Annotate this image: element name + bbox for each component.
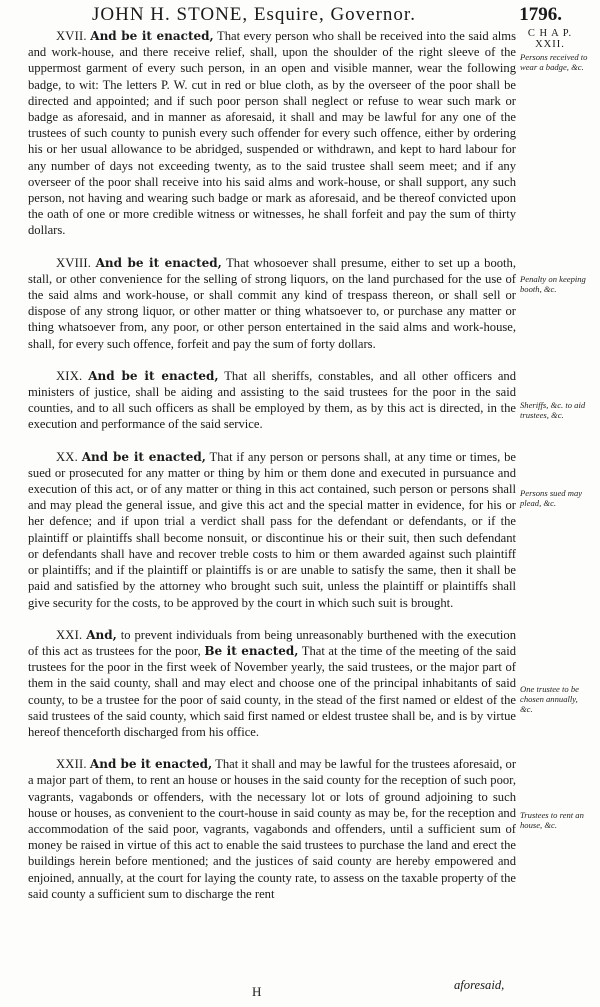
enacting-clause: And be it enacted,: [89, 757, 213, 772]
section-xxii: [28, 756, 516, 902]
chapter-heading: [526, 28, 574, 50]
section-xx: [28, 449, 516, 611]
running-head: [0, 4, 600, 28]
section-text: That all sheriffs, constables, and all other officers and ministers of justice, shall be aiding and assisting to the said trustees for the poor in the said counties, and to all such officers as shall be employed by them, as by this act is directed, in the execution and performance of the said service.: [28, 368, 517, 432]
margin-note: Persons sued may plead, &c.: [520, 488, 583, 508]
chapter-label: C H A P.: [527, 28, 573, 39]
section-number: XIX.: [56, 368, 83, 383]
margin-column: [520, 28, 592, 830]
section-xxi: [28, 627, 516, 740]
section-xix: [28, 368, 516, 433]
margin-note: Penalty on keeping booth, &c.: [520, 274, 586, 294]
enacting-clause: And be it enacted,: [81, 449, 206, 464]
enacting-clause: And be it enacted,: [95, 255, 222, 270]
signature-mark: H: [252, 984, 262, 999]
section-text: That every person who shall be received into the said alms and work-house, and there receive relief, shall, upon the shoulder of the right sleeve of the uppermost garment of every such person, in an open and visible manner, wear the following badge, to wit: The letters P. W. cut in red or blue cloth, as by the overseer of the poor shall be directed and appointed; and if such poor person shall neglect or refuse to wear such mark or badge as aforesaid, and in manner as aforesaid, it shall and may be lawful for any one of the trustees of such county to punish every such offender for every such offence, either by ordering his or her usual allowance to be abridged, suspended or withdrawn, and kept to hard labour for any number of days not exceeding twenty, as to the said trustee shall seem meet; and if any overseer of the poor shall receive into his said alms and work-house, or shall support, any such person, not having and wearing such badge or mark as aforesaid, and be thereof convicted upon the oath of one or more credible witness or witnesses, he shall forfeit and pay the sum of thirty dollars.: [28, 29, 516, 238]
chapter-number: XXII.: [535, 39, 565, 50]
section-number: XX.: [56, 449, 78, 464]
page-year: 1796.: [519, 4, 562, 25]
section-number: XXI.: [56, 627, 83, 642]
margin-note: One trustee to be chosen annually, &c.: [520, 684, 579, 714]
catchword: aforesaid,: [454, 978, 505, 992]
section-preamble: to prevent individuals from being unreasonably burthened with the execution of this act as trustees for the poor,: [28, 627, 517, 658]
section-xviii: [28, 255, 516, 352]
enacting-clause: And,: [86, 627, 117, 642]
margin-note: Persons received to wear a badge, &c.: [520, 52, 588, 72]
enacting-clause: Be it enacted,: [204, 643, 299, 658]
section-text: That it shall and may be lawful for the trustees aforesaid, or a major part of them, to rent an house or houses in the said county for the reception of such poor, vagrants, vagabonds or offenders, with the necessary lot or lots of ground adjoining to such house or houses, as convenient to the court-house in said county as may be, for the reception and accommodation of the said poor, vagrants, vagabonds and offenders, until a sufficient sum of money be raised in virtue of this act to enable the said trustees to purchase the land and erect the buildings herein before mentioned; and the justices of said county are hereby empowered and enjoined, annually, at the court for laying the county rate, to assess on the taxable property of the said county a sufficient sum to discharge the rent: [28, 757, 517, 901]
section-text: That at the time of the meeting of the said trustees for the poor in the first week of November yearly, the said trustees, or the major part of them in the said county, shall and may elect and choose one of the principal inhabitants of said county, to be a trustee for the poor of said county, in the stead of the first named or eldest of the said trustees of the said county, which said first named or eldest trustee shall be, and is by virtue hereof thenceforth discharged from his office.: [28, 643, 517, 739]
enacting-clause: And be it enacted,: [88, 368, 219, 383]
section-number: XXII.: [56, 757, 87, 772]
section-text: That if any person or persons shall, at any time or times, be sued or prosecuted for any matter or thing by him or them done and executed in pursuance and execution of this act, or of any matter or thing in this act contained, such person or persons shall and may plead the general issue, and give this act and the special matter in evidence, for his or her defence; and if upon trial a verdict shall pass for the defendant or defendants, or if the plaintiff or plaintiffs shall become nonsuit, or discontinue his or their suit, then such defendant or defendants shall have and recover treble costs to him or them awarded against such plaintiff or plaintiffs; and if the plaintiff or plaintiffs is or are unable to satisfy the same, then it shall be paid and satisfied by the attorney who brought such suit, unless the plaintiff or plaintiffs shall give security for the costs, to be approved by the court in which such suit is brought.: [28, 449, 516, 610]
section-text: That whosoever shall presume, either to set up a booth, stall, or other convenience for the selling of strong liquors, on the land purchased for the use of the said alms and work-house, or shall commit any kind of trespass thereon, or shall sell or dispose of any strong liquor, or other matter or thing whatsoever to, or purchase any matter or thing whatsoever from, any poor, or other person entertained in the said alms and work-house, shall, for every such offence, forfeit and pay the sum of forty dollars.: [28, 255, 516, 351]
margin-note: Sheriffs, &c. to aid trustees, &c.: [520, 400, 586, 420]
margin-note: Trustees to rent an house, &c.: [520, 810, 584, 830]
page-title: JOHN H. STONE, Esquire, Governor.: [92, 4, 416, 25]
section-xvii: [28, 28, 516, 239]
section-number: XVIII.: [56, 255, 92, 270]
enacting-clause: And be it enacted,: [90, 29, 214, 43]
main-text: [28, 28, 516, 902]
section-number: XVII.: [56, 29, 87, 43]
